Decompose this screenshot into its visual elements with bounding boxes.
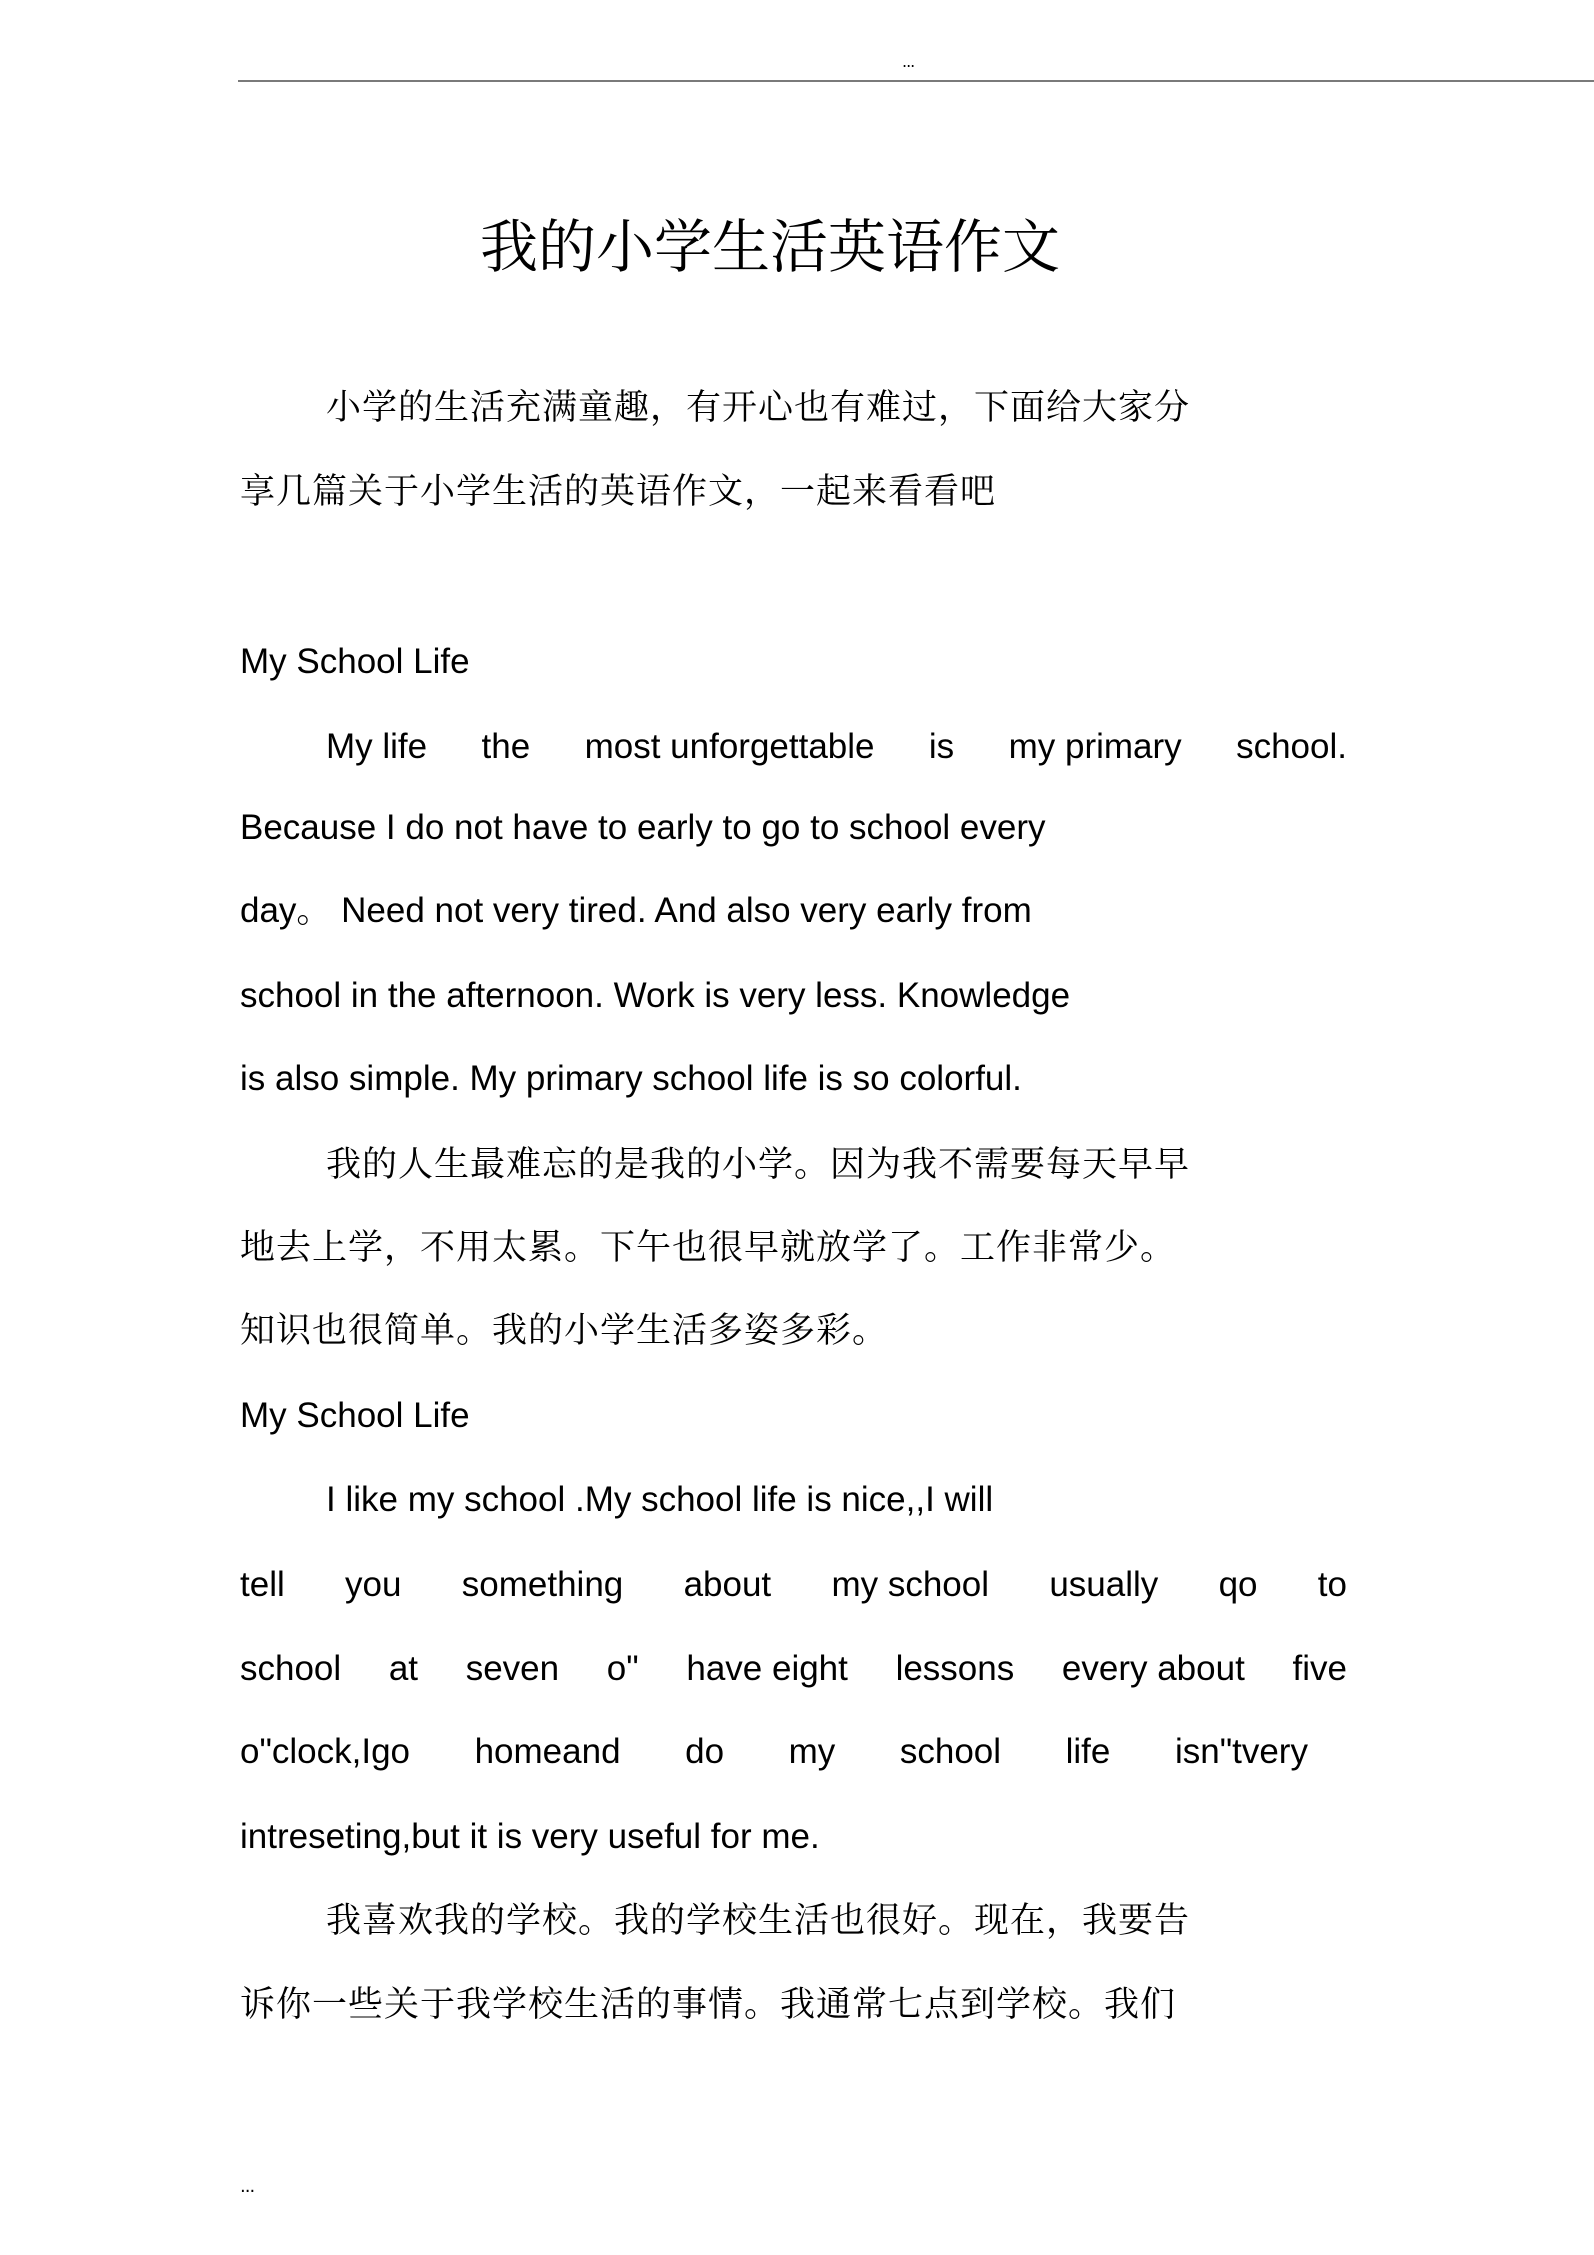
essay2-en-line-2 <box>240 1563 1347 1607</box>
essay1-heading: My School Life <box>240 642 470 681</box>
word: to <box>1317 1565 1347 1604</box>
essay2-en-line-5: intreseting,but it is very useful for me. <box>240 1817 820 1856</box>
word: school <box>899 1732 1002 1771</box>
word: five <box>1292 1649 1347 1688</box>
word: have eight <box>686 1649 848 1688</box>
word: lessons <box>895 1649 1015 1688</box>
word: homeand <box>474 1732 621 1771</box>
word: most unforgettable <box>584 727 875 766</box>
essay2-en-line-1: I like my school .My school life is nice,,I will <box>326 1480 994 1519</box>
word: about <box>683 1565 772 1604</box>
word: the <box>481 727 531 766</box>
word: usually <box>1049 1565 1159 1604</box>
word: at <box>388 1649 419 1688</box>
essay1-zh-line-3: 知识也很简单。我的小学生活多姿多彩。 <box>240 1311 889 1351</box>
essay2-en-line-4 <box>240 1730 1308 1774</box>
essay1-zh-line-2: 地去上学，不用太累。下午也很早就放学了。工作非常少。 <box>240 1228 1177 1268</box>
word: o" <box>606 1649 639 1688</box>
word: My life <box>326 727 428 766</box>
essay2-zh-line-1: 我喜欢我的学校。我的学校生活也很好。现在，我要告 <box>326 1901 1191 1941</box>
word: you <box>345 1565 402 1604</box>
word: my primary <box>1008 727 1182 766</box>
essay1-en-line-4: school in the afternoon. Work is very less. Knowledge <box>240 976 1071 1015</box>
word: qo <box>1218 1565 1258 1604</box>
essay2-heading: My School Life <box>240 1396 470 1435</box>
intro-line-2: 享几篇关于小学生活的英语作文，一起来看看吧 <box>240 472 997 512</box>
essay1-en-line-3: day。 Need not very tired. And also very early from <box>240 891 1032 930</box>
essay1-zh-line-1: 我的人生最难忘的是我的小学。因为我不需要每天早早 <box>326 1145 1191 1185</box>
word: do <box>685 1732 725 1771</box>
word: my school <box>831 1565 990 1604</box>
essay2-zh-line-2: 诉你一些关于我学校生活的事情。我通常七点到学校。我们 <box>240 1985 1177 2025</box>
word: school. <box>1236 727 1347 766</box>
essay1-en-line-2: Because I do not have to early to go to school every <box>240 808 1046 847</box>
header-rule <box>238 80 1594 82</box>
word: tell <box>240 1565 285 1604</box>
word: something <box>461 1565 624 1604</box>
intro-line-1: 小学的生活充满童趣，有开心也有难过，下面给大家分 <box>326 388 1191 428</box>
word: o"clock,Igo <box>240 1732 411 1771</box>
header-mark: ... <box>902 52 915 71</box>
footer-mark: ... <box>240 2176 255 2197</box>
essay1-en-line-5: is also simple. My primary school life is so colorful. <box>240 1059 1022 1098</box>
word: every about <box>1061 1649 1245 1688</box>
word: my <box>788 1732 836 1771</box>
word: is <box>928 727 955 766</box>
word: seven <box>465 1649 560 1688</box>
essay2-en-line-3 <box>240 1647 1347 1691</box>
word: school <box>240 1649 342 1688</box>
essay1-en-line-1 <box>326 725 1347 769</box>
word: life <box>1065 1732 1111 1771</box>
document-title: 我的小学生活英语作文 <box>479 213 1060 281</box>
word: isn"tvery <box>1174 1732 1308 1771</box>
